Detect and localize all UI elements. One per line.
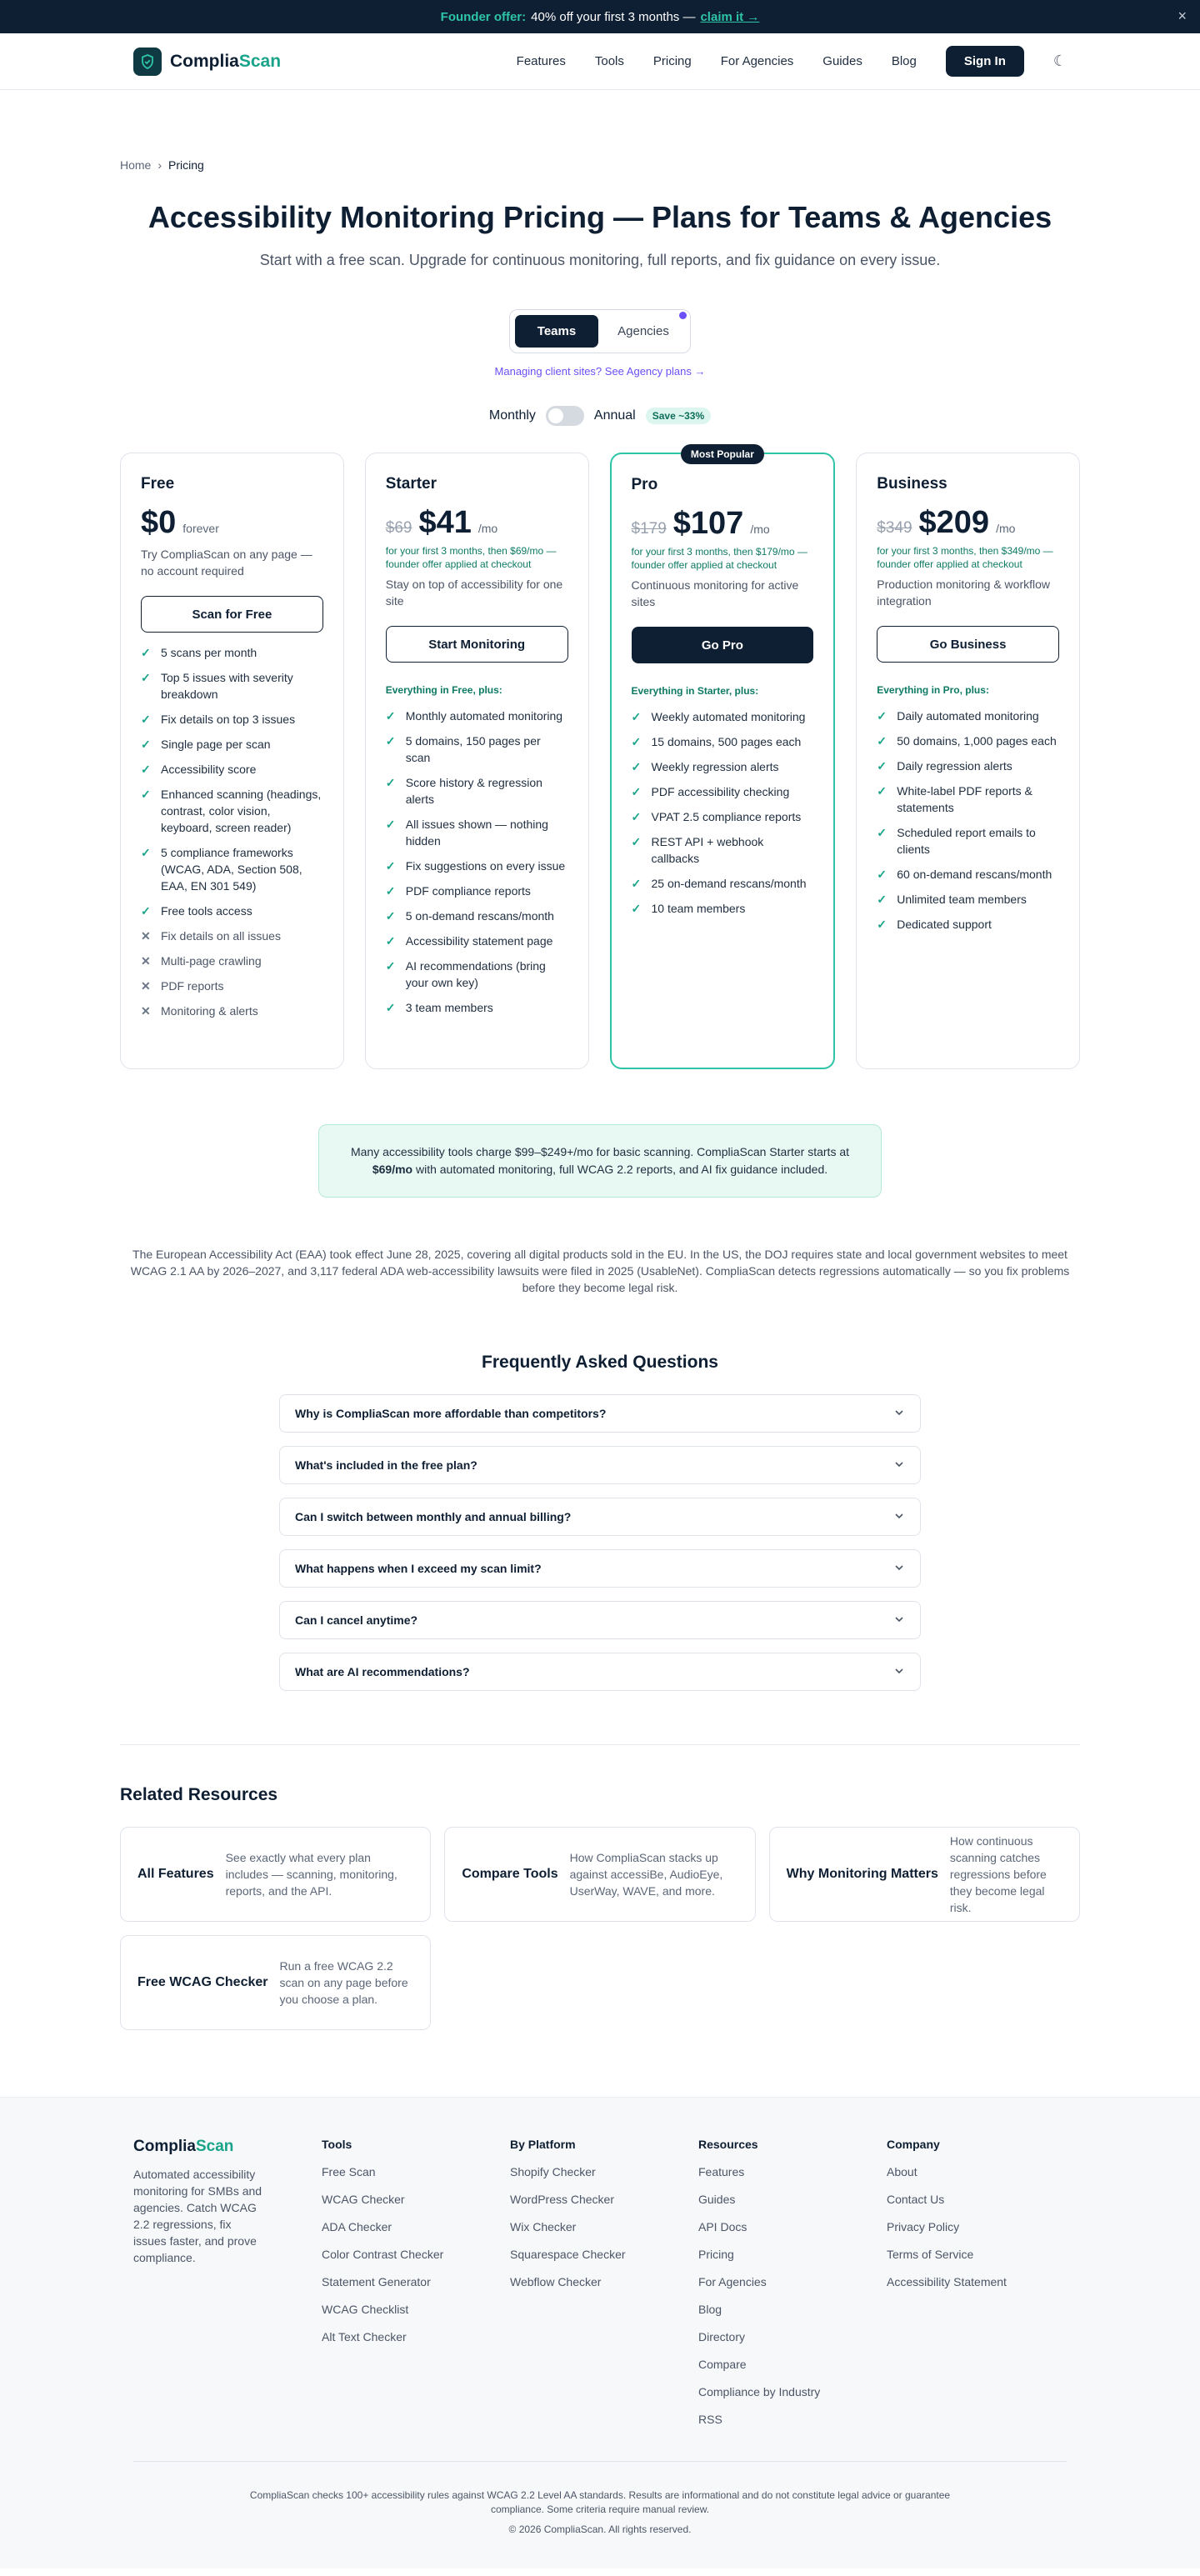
feature-text: 3 team members <box>405 1001 493 1014</box>
check-icon: ✓ <box>385 959 396 973</box>
footer-link[interactable]: Directory <box>698 2330 746 2343</box>
comparison-text-end: with automated monitoring, full WCAG 2.2 reports, and AI fix guidance included. <box>412 1163 828 1176</box>
feature-text: Fix suggestions on every issue <box>405 859 566 873</box>
feature-text: REST API + webhook callbacks <box>651 835 764 865</box>
eaa-paragraph: The European Accessibility Act (EAA) took effect June 28, 2025, covering all digital products sold in the EU. In the US, the DOJ requires state and local government websites to meet WCAG 2.1 AA by 2026–2027, and 3,117 federal ADA web-accessibility lawsuits were filed in 2025 (UsableNet). CompliaScan detects regressions automatically — so you fix problems before they become legal risk. <box>130 1248 1070 1294</box>
feature-item <box>877 733 1059 749</box>
feature-item <box>632 783 814 800</box>
check-icon: ✓ <box>877 784 887 798</box>
plan-card-pro <box>610 448 836 1069</box>
footer-link[interactable]: WordPress Checker <box>510 2193 615 2206</box>
plan-old-price: $179 <box>631 520 667 538</box>
plan-description: Stay on top of accessibility for one site <box>385 578 563 608</box>
brand-name-accent: Scan <box>238 51 282 71</box>
feature-list <box>141 644 323 1019</box>
breadcrumb-current: Pricing <box>168 158 204 172</box>
footer-link[interactable]: Squarespace Checker <box>510 2248 626 2261</box>
feature-item <box>386 816 568 849</box>
chevron-right-icon: › <box>158 158 162 172</box>
check-icon: ✓ <box>141 671 151 684</box>
footer-link[interactable]: WCAG Checklist <box>322 2303 409 2316</box>
check-icon: ✓ <box>877 893 887 906</box>
feature-text: 60 on-demand rescans/month <box>897 868 1052 881</box>
x-icon: ✕ <box>141 954 151 968</box>
feature-item <box>141 844 323 894</box>
feature-text: Daily automated monitoring <box>897 709 1039 723</box>
plan-period: forever <box>182 522 219 535</box>
plan-card-business <box>856 453 1080 1069</box>
plan-name: Starter <box>385 475 437 493</box>
feature-text: 5 on-demand rescans/month <box>405 909 554 923</box>
agency-plans-link[interactable]: Managing client sites? See Agency plans → <box>494 365 706 378</box>
check-icon: ✓ <box>631 835 642 848</box>
resource-card[interactable] <box>444 1827 755 1922</box>
plan-includes-label: Everything in Free, plus: <box>385 684 502 696</box>
feature-item <box>632 708 814 725</box>
plan-description: Try CompliaScan on any page — no account required <box>141 548 312 578</box>
footer-link[interactable]: Shopify Checker <box>510 2165 596 2178</box>
divider <box>120 1744 1080 1745</box>
check-icon: ✓ <box>631 760 642 773</box>
resource-description: How continuous scanning catches regressions before they become legal risk. <box>949 1834 1047 1914</box>
faq-question: What happens when I exceed my scan limit? <box>295 1562 542 1575</box>
feature-text: 15 domains, 500 pages each <box>651 735 802 748</box>
resources-grid <box>120 1827 1080 2030</box>
monthly-label: Monthly <box>488 408 536 423</box>
plan-price: $41 <box>418 505 472 540</box>
feature-text: Fix details on all issues <box>161 929 281 943</box>
feature-item <box>386 933 568 949</box>
plan-cta-button[interactable]: Go Pro <box>632 627 814 663</box>
plan-price: $209 <box>918 505 990 540</box>
feature-text: Monthly automated monitoring <box>405 709 563 723</box>
footer-heading: Company <box>887 2138 940 2151</box>
footer-link[interactable]: For Agencies <box>698 2275 767 2288</box>
resource-card[interactable] <box>769 1827 1080 1922</box>
resource-description: See exactly what every plan includes — scanning, monitoring, reports, and the API. <box>225 1851 398 1898</box>
feature-item <box>877 783 1059 816</box>
check-icon: ✓ <box>385 1001 396 1014</box>
check-icon: ✓ <box>141 713 151 726</box>
footer-copyright: © 2026 CompliaScan. All rights reserved. <box>508 2523 692 2535</box>
check-icon: ✓ <box>877 918 887 931</box>
feature-text: PDF compliance reports <box>405 884 531 898</box>
footer-heading: By Platform <box>510 2138 576 2151</box>
feature-item <box>141 1003 323 1019</box>
feature-text: Daily regression alerts <box>897 759 1012 773</box>
nav-link-pricing[interactable]: Pricing <box>652 54 692 68</box>
plan-name: Business <box>877 475 948 493</box>
footer-link[interactable]: Accessibility Statement <box>887 2275 1007 2288</box>
feature-list <box>386 708 568 1016</box>
feature-text: Single page per scan <box>161 738 271 751</box>
feature-text: Enhanced scanning (headings, contrast, color vision, keyboard, screen reader) <box>161 788 322 834</box>
billing-toggle-row <box>0 406 1200 426</box>
plan-period: /mo <box>750 523 770 536</box>
resource-title: Free WCAG Checker <box>138 1975 268 1989</box>
plan-cta-button[interactable]: Go Business <box>877 626 1059 663</box>
check-icon: ✓ <box>385 776 396 789</box>
feature-item <box>877 758 1059 774</box>
check-icon: ✓ <box>141 788 151 801</box>
resource-description: How CompliaScan stacks up against accessiBe, AudioEye, UserWay, WAVE, and more. <box>569 1851 723 1898</box>
feature-text: Free tools access <box>161 904 252 918</box>
feature-text: All issues shown — nothing hidden <box>405 818 548 848</box>
x-icon: ✕ <box>141 979 151 993</box>
nav-link-for-agencies[interactable]: For Agencies <box>720 54 794 68</box>
check-icon: ✓ <box>877 709 887 723</box>
footer-link[interactable]: ADA Checker <box>322 2220 392 2233</box>
faq-item[interactable] <box>279 1601 921 1639</box>
tab-teams[interactable]: Teams <box>515 315 598 348</box>
feature-text: Dedicated support <box>897 918 992 931</box>
plan-promo-note: for your first 3 months, then $349/mo — founder offer applied at checkout <box>877 545 1053 570</box>
resource-card[interactable] <box>120 1935 431 2030</box>
resource-description: Run a free WCAG 2.2 scan on any page before you choose a plan. <box>279 1959 408 2006</box>
feature-item <box>877 916 1059 933</box>
nav-link-features[interactable]: Features <box>516 54 566 68</box>
plan-old-price: $69 <box>385 519 412 537</box>
check-icon: ✓ <box>141 763 151 776</box>
footer <box>0 2097 1200 2568</box>
feature-item <box>877 866 1059 883</box>
footer-link[interactable]: Terms of Service <box>887 2248 974 2261</box>
check-icon: ✓ <box>631 877 642 890</box>
footer-column <box>510 2138 690 2426</box>
feature-item <box>386 999 568 1016</box>
check-icon: ✓ <box>141 846 151 859</box>
feature-item <box>386 733 568 766</box>
feature-item <box>632 875 814 892</box>
breadcrumb-home[interactable]: Home <box>120 158 152 172</box>
feature-item <box>632 833 814 867</box>
feature-text: Unlimited team members <box>897 893 1027 906</box>
resources-title: Related Resources <box>120 1785 278 1804</box>
plan-price: $0 <box>141 505 177 540</box>
plan-name: Pro <box>631 476 658 493</box>
feature-item <box>386 774 568 808</box>
footer-link[interactable]: WCAG Checker <box>322 2193 405 2206</box>
page-subtitle: Start with a free scan. Upgrade for continuous monitoring, full reports, and fix guidance on every issue. <box>259 252 941 268</box>
x-icon: ✕ <box>141 1004 151 1018</box>
feature-list <box>877 708 1059 933</box>
x-icon: ✕ <box>141 929 151 943</box>
footer-disclaimer: CompliaScan checks 100+ accessibility rules against WCAG 2.2 Level AA standards. Results are informational and do not constitute legal advice or guarantee compliance. Some criteria require manual review. <box>249 2489 951 2515</box>
chevron-down-icon <box>893 1665 905 1679</box>
check-icon: ✓ <box>385 734 396 748</box>
chevron-down-icon <box>893 1613 905 1628</box>
footer-link[interactable]: RSS <box>698 2413 722 2426</box>
tab-agencies[interactable]: Agencies <box>618 324 669 338</box>
nav-link-guides[interactable]: Guides <box>822 54 862 68</box>
nav-link-tools[interactable]: Tools <box>594 54 624 68</box>
plan-price: $107 <box>672 506 744 541</box>
feature-text: 5 scans per month <box>161 646 258 659</box>
footer-tagline: Automated accessibility monitoring for SMBs and agencies. Catch WCAG 2.2 regressions, fix issues faster, and prove compliance. <box>133 2168 262 2264</box>
feature-item <box>386 958 568 991</box>
feature-text: VPAT 2.5 compliance reports <box>651 810 802 823</box>
check-icon: ✓ <box>631 785 642 798</box>
feature-item <box>632 808 814 825</box>
feature-text: Score history & regression alerts <box>405 776 542 806</box>
plan-price-row <box>877 505 1059 541</box>
feature-text: White-label PDF reports & statements <box>897 784 1032 814</box>
footer-link[interactable]: Guides <box>698 2193 736 2206</box>
footer-link[interactable]: Blog <box>698 2303 722 2316</box>
check-icon: ✓ <box>877 759 887 773</box>
logo[interactable] <box>133 48 281 76</box>
resource-title: Compare Tools <box>462 1867 558 1881</box>
feature-text: Fix details on top 3 issues <box>161 713 296 726</box>
plan-description: Production monitoring & workflow integration <box>877 578 1051 608</box>
faq-question: What's included in the free plan? <box>295 1458 478 1472</box>
plan-card-free <box>120 453 344 1069</box>
plan-price-row <box>141 505 323 541</box>
footer-link[interactable]: About <box>887 2165 918 2178</box>
resource-card[interactable] <box>120 1827 431 1922</box>
top-nav <box>0 33 1200 90</box>
price-comparison-note <box>318 1124 882 1198</box>
footer-link[interactable]: Compliance by Industry <box>698 2385 821 2398</box>
feature-item <box>632 900 814 917</box>
feature-item <box>141 928 323 944</box>
feature-item <box>141 953 323 969</box>
feature-item <box>141 786 323 836</box>
plan-promo-note: for your first 3 months, then $179/mo — founder offer applied at checkout <box>631 546 808 571</box>
check-icon: ✓ <box>141 646 151 659</box>
feature-text: Top 5 issues with severity breakdown <box>161 671 293 701</box>
feature-text: 5 compliance frameworks (WCAG, ADA, Section 508, EAA, EN 301 549) <box>161 846 302 893</box>
feature-item <box>141 711 323 728</box>
plan-old-price: $349 <box>877 519 912 537</box>
faq-question: What are AI recommendations? <box>295 1665 470 1678</box>
footer-link[interactable]: Color Contrast Checker <box>322 2248 444 2261</box>
check-icon: ✓ <box>385 884 396 898</box>
banner-claim-link[interactable]: claim it → <box>700 9 760 24</box>
check-icon: ✓ <box>385 934 396 948</box>
footer-link[interactable]: Features <box>698 2165 745 2178</box>
most-popular-badge: Most Popular <box>681 444 764 464</box>
footer-column <box>322 2138 502 2426</box>
feature-item <box>141 978 323 994</box>
nav-link-blog[interactable]: Blog <box>891 54 917 68</box>
feature-text: Multi-page crawling <box>161 954 262 968</box>
footer-link[interactable]: Contact Us <box>887 2193 945 2206</box>
footer-logo[interactable]: Complia <box>133 2138 196 2155</box>
shield-check-icon <box>133 48 162 76</box>
chevron-down-icon <box>893 1458 905 1473</box>
check-icon: ✓ <box>631 810 642 823</box>
chevron-down-icon <box>893 1562 905 1576</box>
check-icon: ✓ <box>877 868 887 881</box>
feature-text: 25 on-demand rescans/month <box>651 877 807 890</box>
feature-text: Scheduled report emails to clients <box>897 826 1036 856</box>
check-icon: ✓ <box>141 738 151 751</box>
footer-link[interactable]: Webflow Checker <box>510 2275 602 2288</box>
comparison-price: $69/mo <box>372 1163 413 1176</box>
faq-item[interactable] <box>279 1394 921 1433</box>
page-title: Accessibility Monitoring Pricing — Plans for Teams & Agencies <box>148 200 1052 234</box>
plan-includes-label: Everything in Pro, plus: <box>877 684 989 696</box>
faq-question: Can I cancel anytime? <box>295 1613 418 1627</box>
brand-name: Complia <box>170 51 239 71</box>
check-icon: ✓ <box>385 818 396 831</box>
footer-logo-accent[interactable]: Scan <box>195 2138 234 2155</box>
faq-item[interactable] <box>279 1653 921 1691</box>
footer-link[interactable]: API Docs <box>698 2220 748 2233</box>
feature-text: Accessibility score <box>161 763 257 776</box>
feature-text: Monitoring & alerts <box>161 1004 258 1018</box>
check-icon: ✓ <box>385 909 396 923</box>
check-icon: ✓ <box>631 710 642 723</box>
footer-heading: Resources <box>698 2138 758 2151</box>
plan-description: Continuous monitoring for active sites <box>631 578 799 608</box>
banner-prefix: Founder offer: <box>440 9 527 24</box>
faq-question: Why is CompliaScan more affordable than competitors? <box>295 1407 607 1420</box>
chevron-down-icon <box>893 1407 905 1421</box>
close-icon[interactable]: × <box>1178 8 1187 24</box>
plan-card-starter <box>365 453 589 1069</box>
feature-item <box>141 903 323 919</box>
feature-item <box>877 708 1059 724</box>
feature-item <box>386 858 568 874</box>
plan-price-row <box>632 506 814 542</box>
faq-item[interactable] <box>279 1498 921 1536</box>
footer-link[interactable]: Free Scan <box>322 2165 376 2178</box>
plan-price-row <box>386 505 568 541</box>
plan-cta-button[interactable]: Start Monitoring <box>386 626 568 663</box>
moon-icon[interactable]: ☾ <box>1052 53 1067 69</box>
feature-text: Weekly regression alerts <box>651 760 779 773</box>
feature-text: AI recommendations (bring your own key) <box>405 959 546 989</box>
promo-banner <box>0 0 1200 33</box>
plan-period: /mo <box>478 522 498 535</box>
billing-toggle[interactable] <box>546 406 584 426</box>
feature-item <box>386 883 568 899</box>
feature-text: 10 team members <box>651 902 746 915</box>
footer-link[interactable]: Alt Text Checker <box>322 2330 407 2343</box>
feature-item <box>877 891 1059 908</box>
feature-item <box>141 736 323 753</box>
plan-includes-label: Everything in Starter, plus: <box>631 685 759 697</box>
faq-title: Frequently Asked Questions <box>482 1353 718 1372</box>
footer-column <box>887 2138 1067 2426</box>
nav-links <box>517 46 1067 77</box>
plan-name: Free <box>141 475 175 493</box>
check-icon: ✓ <box>631 735 642 748</box>
faq-item[interactable] <box>279 1446 921 1484</box>
plan-promo-note: for your first 3 months, then $69/mo — founder offer applied at checkout <box>385 545 557 570</box>
check-icon: ✓ <box>877 826 887 839</box>
check-icon: ✓ <box>631 902 642 915</box>
feature-text: Weekly automated monitoring <box>651 710 806 723</box>
feature-text: 5 domains, 150 pages per scan <box>405 734 541 764</box>
notification-dot <box>679 312 687 319</box>
footer-link[interactable]: Privacy Policy <box>887 2220 960 2233</box>
faq-list <box>279 1394 921 1691</box>
footer-divider <box>133 2461 1067 2462</box>
resource-title: Why Monitoring Matters <box>786 1867 938 1881</box>
check-icon: ✓ <box>385 709 396 723</box>
feature-text: PDF reports <box>161 979 224 993</box>
check-icon: ✓ <box>385 859 396 873</box>
banner-text: 40% off your first 3 months — <box>531 9 696 24</box>
audience-toggle <box>509 309 691 353</box>
footer-heading: Tools <box>322 2138 352 2151</box>
faq-question: Can I switch between monthly and annual billing? <box>295 1510 572 1523</box>
feature-item <box>141 761 323 778</box>
feature-item <box>877 824 1059 858</box>
footer-link[interactable]: Statement Generator <box>322 2275 431 2288</box>
breadcrumb <box>120 158 1200 172</box>
resource-title: All Features <box>138 1867 214 1881</box>
chevron-down-icon <box>893 1510 905 1524</box>
footer-link[interactable]: Wix Checker <box>510 2220 577 2233</box>
pricing-cards <box>120 448 1080 1069</box>
feature-item <box>386 708 568 724</box>
annual-label: Annual <box>593 408 636 423</box>
plan-period: /mo <box>996 522 1016 535</box>
plan-cta-button[interactable]: Scan for Free <box>141 596 323 633</box>
feature-list <box>632 708 814 917</box>
footer-link[interactable]: Compare <box>698 2358 747 2371</box>
footer-brand <box>133 2138 313 2426</box>
feature-item <box>141 669 323 703</box>
check-icon: ✓ <box>141 904 151 918</box>
feature-item <box>632 733 814 750</box>
feature-item <box>386 908 568 924</box>
footer-column <box>698 2138 878 2426</box>
footer-link[interactable]: Pricing <box>698 2248 734 2261</box>
faq-item[interactable] <box>279 1549 921 1588</box>
feature-item <box>141 644 323 661</box>
feature-text: Accessibility statement page <box>405 934 553 948</box>
feature-text: 50 domains, 1,000 pages each <box>897 734 1057 748</box>
check-icon: ✓ <box>877 734 887 748</box>
comparison-text: Many accessibility tools charge $99–$249+/mo for basic scanning. CompliaScan Starter starts at <box>350 1145 850 1158</box>
save-badge: Save ~33% <box>646 408 711 424</box>
sign-in-button[interactable]: Sign In <box>946 46 1024 77</box>
feature-item <box>632 758 814 775</box>
feature-text: PDF accessibility checking <box>651 785 790 798</box>
